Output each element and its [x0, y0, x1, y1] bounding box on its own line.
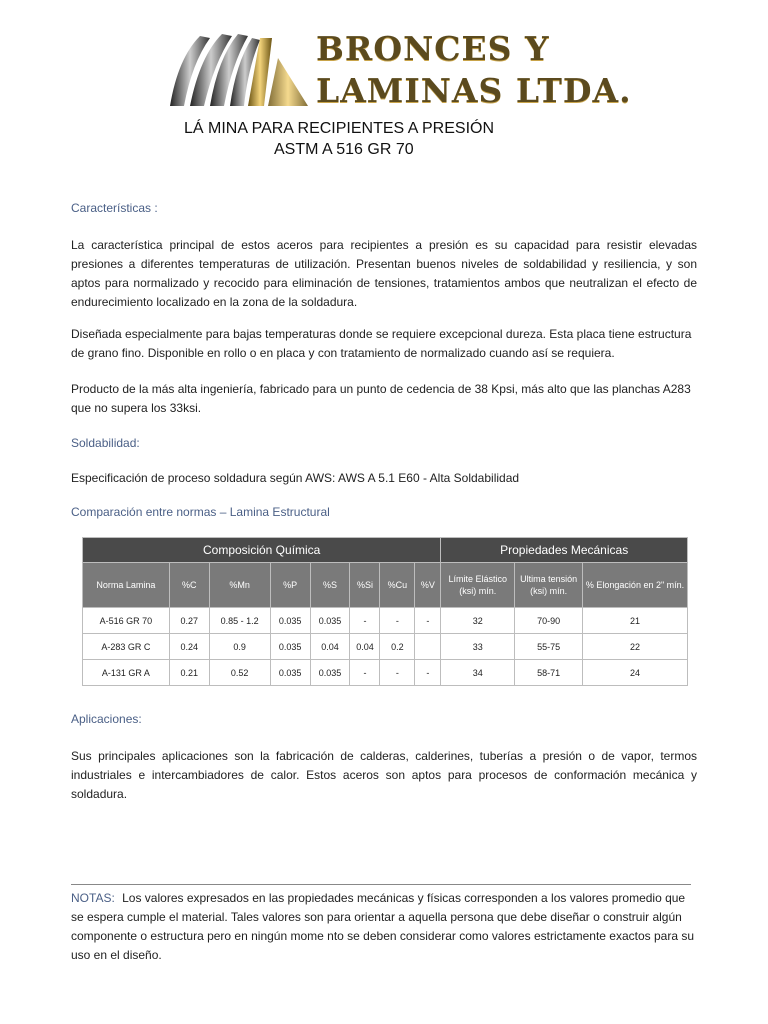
table-column-header: Límite Elástico (ksi) mín. — [441, 563, 515, 608]
table-column-header: %Mn — [209, 563, 270, 608]
caracteristicas-paragraph-3: Producto de la más alta ingeniería, fabricado para un punto de cedencia de 38 Kpsi, más alto que las planchas A283 que no supera los 33ksi. — [71, 382, 691, 415]
table-cell: 0.04 — [350, 634, 380, 660]
table-column-header: Ultima tensión (ksi) mín. — [515, 563, 583, 608]
company-logo-icon — [160, 28, 310, 108]
table-cell: - — [350, 608, 380, 634]
section-heading-comparacion: Comparación entre normas – Lamina Estructural — [71, 505, 330, 519]
table-cell: 0.85 - 1.2 — [209, 608, 270, 634]
table-column-header: %C — [169, 563, 209, 608]
table-cell: 0.035 — [310, 660, 350, 686]
table-cell: 0.035 — [270, 608, 310, 634]
table-cell: 21 — [583, 608, 688, 634]
table-cell: 0.27 — [169, 608, 209, 634]
caracteristicas-paragraph-1: La característica principal de estos aceros para recipientes a presión es su capacidad para resistir elevadas presiones a diferentes temperaturas de utilización. Presentan buenos niveles de soldabilidad y resiliencia, y son aptos para normalizado y recocido para eliminación de tensiones, tratamientos ambos que neutralizan el efecto de endurecimiento localizado en la zona de la soldadura. — [71, 238, 697, 309]
table-cell: 32 — [441, 608, 515, 634]
table-group-header-propiedades: Propiedades Mecánicas — [441, 538, 688, 563]
table-cell: 22 — [583, 634, 688, 660]
table-cell: A-283 GR C — [83, 634, 170, 660]
caracteristicas-paragraph-2: Diseñada especialmente para bajas temperaturas donde se requiere excepcional dureza. Esta placa tiene estructura de grano fino. Disponible en rollo o en placa y con tratamiento de normalizado cuando así se requiera. — [71, 327, 692, 360]
table-cell: A-131 GR A — [83, 660, 170, 686]
table-group-header-composicion: Composición Química — [83, 538, 441, 563]
table-cell: 55-75 — [515, 634, 583, 660]
table-cell: - — [415, 608, 441, 634]
table-cell: 0.52 — [209, 660, 270, 686]
table-body — [83, 608, 688, 686]
table-column-header-row — [83, 563, 688, 608]
table-cell: - — [380, 660, 415, 686]
table-cell: 58-71 — [515, 660, 583, 686]
table-column-header: %P — [270, 563, 310, 608]
table-cell: 0.035 — [270, 634, 310, 660]
table-cell: 0.9 — [209, 634, 270, 660]
table-cell: - — [380, 608, 415, 634]
table-cell: 70-90 — [515, 608, 583, 634]
table-cell: 0.2 — [380, 634, 415, 660]
notes-text: Los valores expresados en las propiedades mecánicas y físicas corresponden a los valores promedio que se espera cumple el material. Tales valores son para orientar a aquella persona que debe diseñar o construir algún componente o estructura pero en ningún mome nto se deben considerar como valores estrictamente exactos para su uso en el diseño. — [71, 891, 695, 962]
brand-line-1: BRONCES Y — [316, 29, 550, 68]
table-column-header: %Si — [350, 563, 380, 608]
table-cell: 0.24 — [169, 634, 209, 660]
comparison-table — [82, 537, 688, 686]
table-column-header: %S — [310, 563, 350, 608]
table-row — [83, 660, 688, 686]
table-cell: 34 — [441, 660, 515, 686]
table-cell: 24 — [583, 660, 688, 686]
table-column-header: %Cu — [380, 563, 415, 608]
notes-divider — [71, 884, 691, 885]
notes-label: NOTAS: — [71, 891, 115, 905]
brand-name — [316, 28, 632, 112]
table-cell: A-516 GR 70 — [83, 608, 170, 634]
table-row — [83, 634, 688, 660]
table-cell — [415, 634, 441, 660]
table-row — [83, 608, 688, 634]
table-cell: 0.035 — [270, 660, 310, 686]
table-column-header: % Elongación en 2" mín. — [583, 563, 688, 608]
section-heading-aplicaciones: Aplicaciones: — [71, 712, 142, 726]
document-subtitle: ASTM A 516 GR 70 — [274, 141, 414, 158]
table-cell: 0.04 — [310, 634, 350, 660]
notes-block — [71, 889, 697, 965]
section-heading-caracteristicas: Características : — [71, 201, 158, 215]
table-cell: 0.21 — [169, 660, 209, 686]
table-column-header: Norma Lamina — [83, 563, 170, 608]
table-cell: - — [415, 660, 441, 686]
brand-line-2: LAMINAS LTDA. — [316, 71, 632, 110]
table-column-header: %V — [415, 563, 441, 608]
soldabilidad-text: Especificación de proceso soldadura según AWS: AWS A 5.1 E60 - Alta Soldabilidad — [71, 471, 520, 485]
aplicaciones-text: Sus principales aplicaciones son la fabricación de calderas, calderines, tuberías a presión o de vapor, termos industriales e intercambiadores de calor. Estos aceros son aptos para procesos de conformación mecánica y soldadura. — [71, 749, 697, 801]
document-title: LÁ MINA PARA RECIPIENTES A PRESIÓN — [184, 120, 495, 137]
section-heading-soldabilidad: Soldabilidad: — [71, 436, 140, 450]
table-cell: - — [350, 660, 380, 686]
table-cell: 33 — [441, 634, 515, 660]
table-cell: 0.035 — [310, 608, 350, 634]
